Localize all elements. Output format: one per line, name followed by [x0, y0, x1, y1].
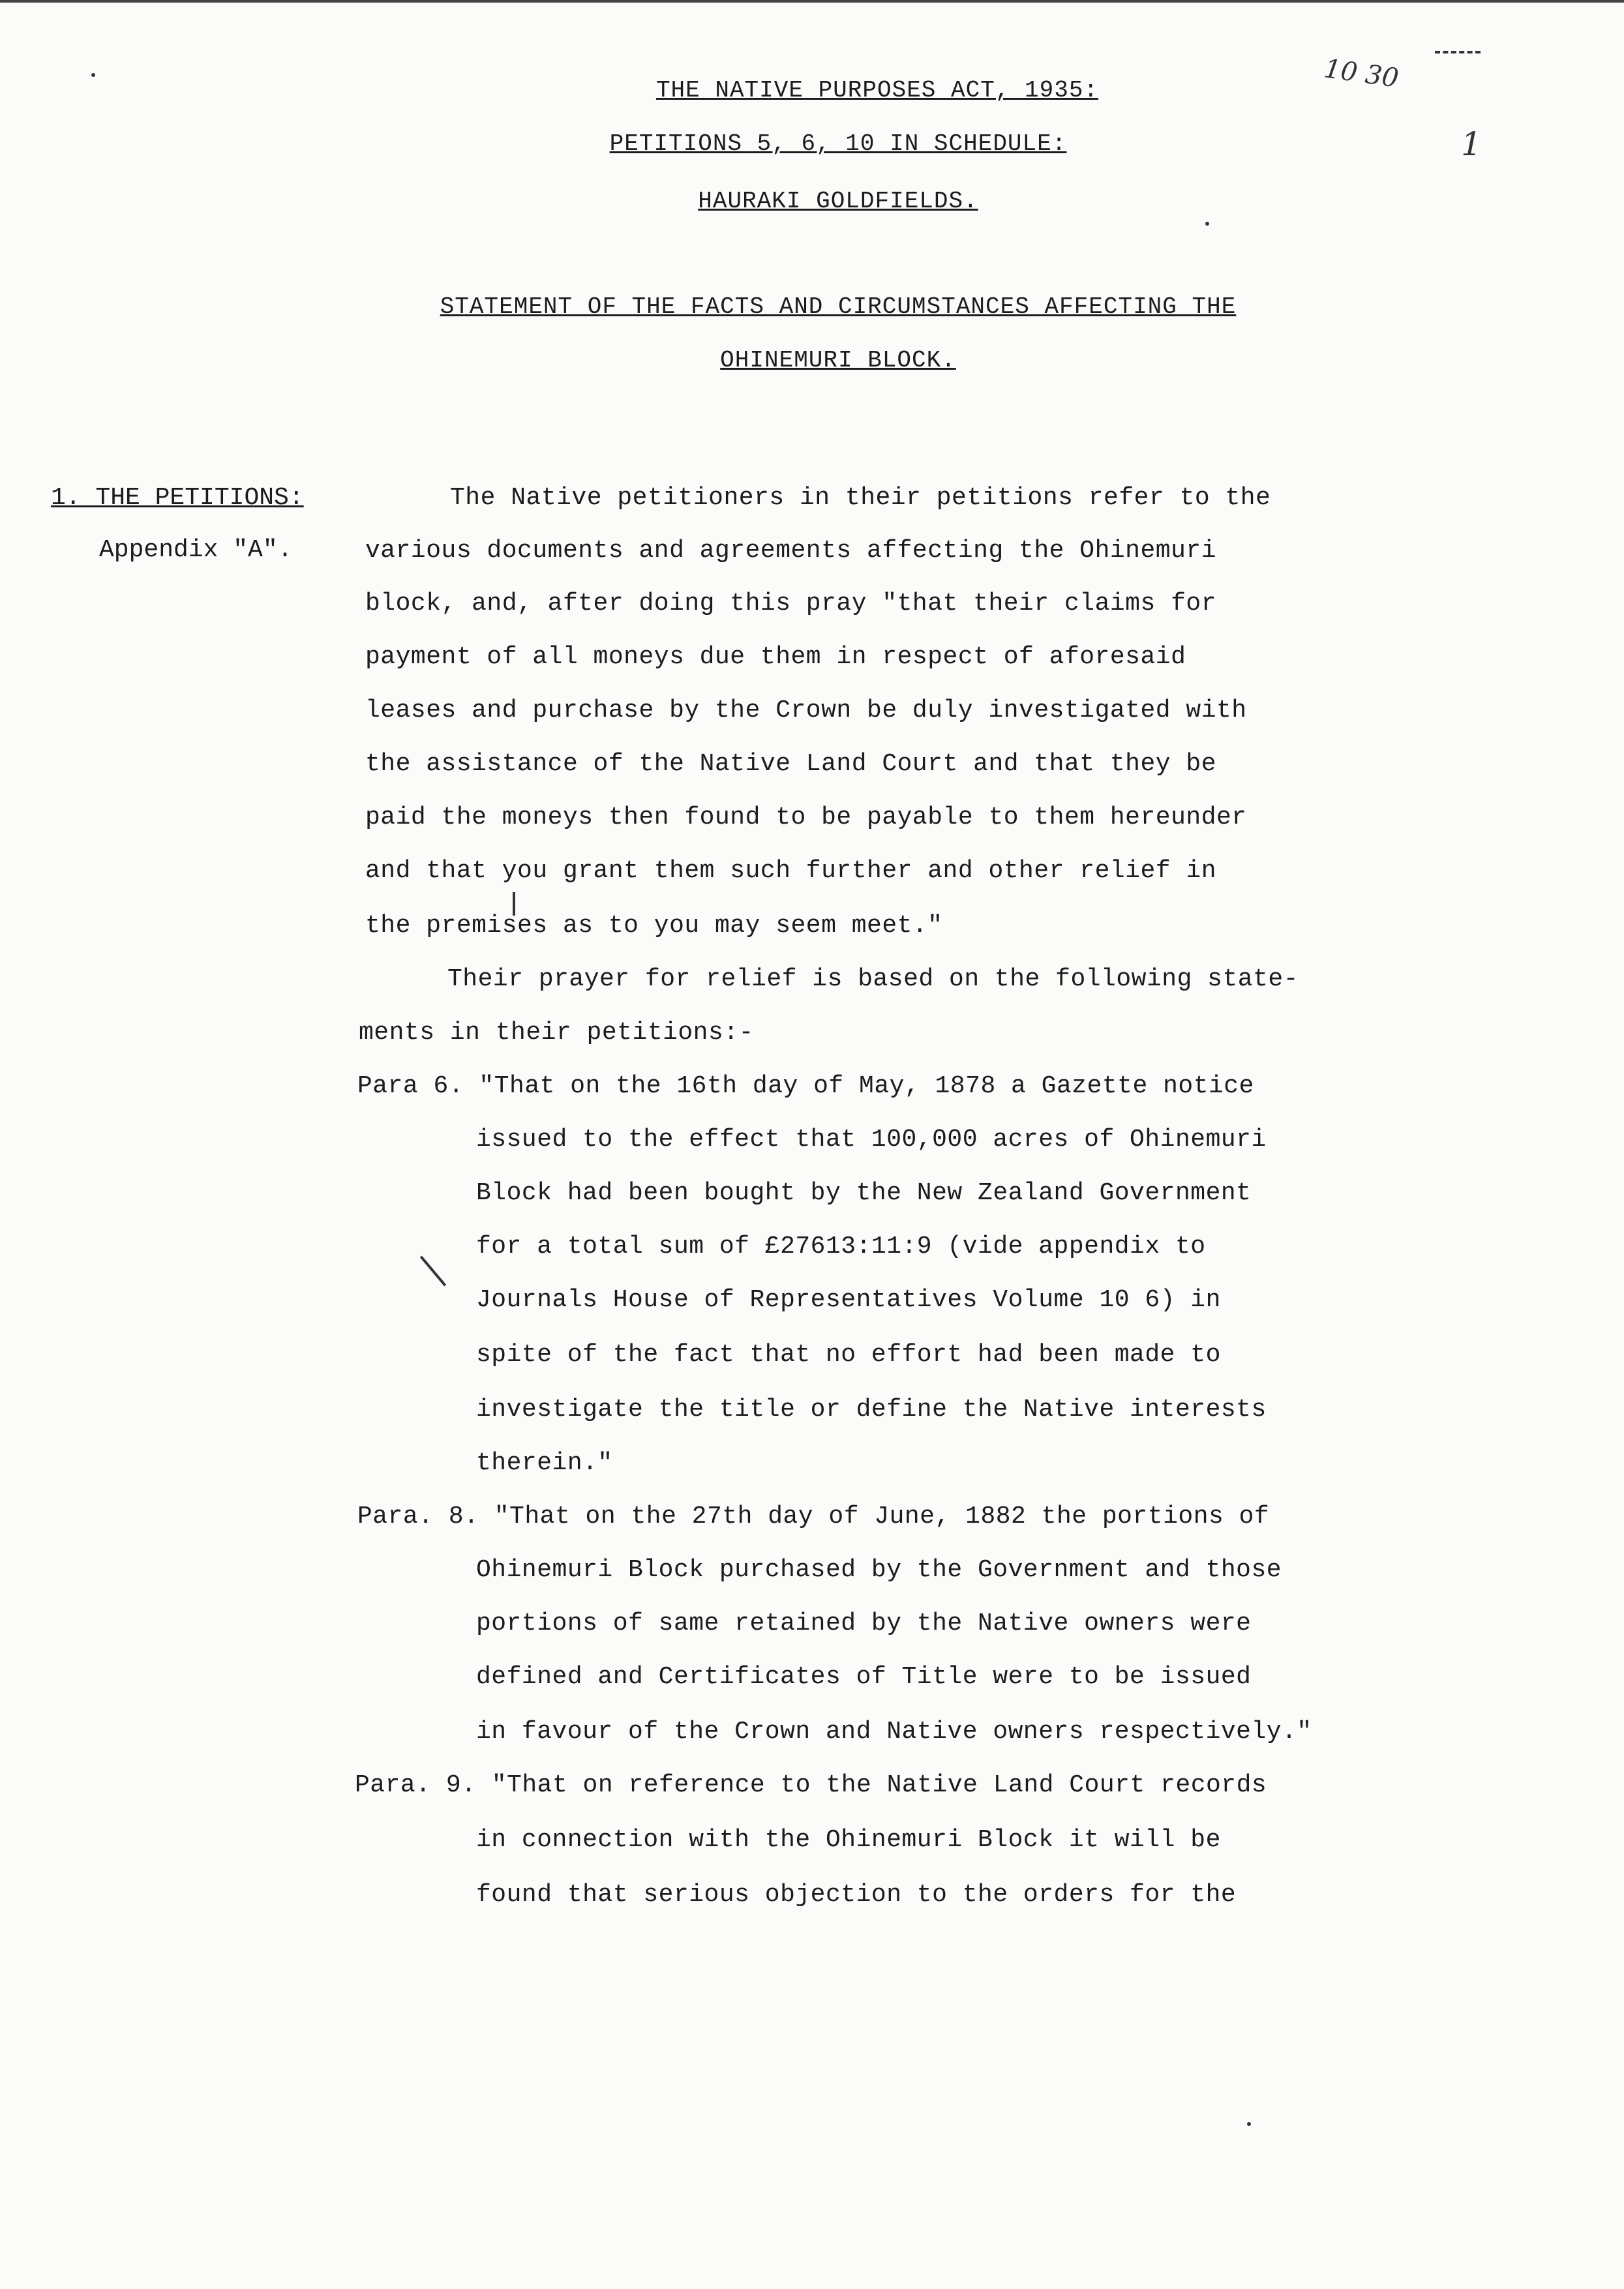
heading-statement: STATEMENT OF THE FACTS AND CIRCUMSTANCES AFFECTING THE: [440, 293, 1237, 320]
heading-petitions: PETITIONS 5, 6, 10 IN SCHEDULE:: [609, 130, 1067, 157]
body-line: paid the moneys then found to be payable to them hereunder: [365, 803, 1247, 831]
body-line: Para 6. "That on the 16th day of May, 1878 a Gazette notice: [357, 1072, 1254, 1100]
body-line: The Native petitioners in their petitions refer to the: [450, 484, 1271, 512]
heading-goldfields: HAURAKI GOLDFIELDS.: [698, 188, 978, 215]
handwritten-page-mark: 1: [1461, 125, 1482, 163]
body-line: in connection with the Ohinemuri Block it will be: [476, 1826, 1221, 1854]
body-line: leases and purchase by the Crown be duly investigated with: [365, 696, 1247, 725]
body-line: payment of all moneys due them in respect of aforesaid: [365, 643, 1186, 671]
body-line: Para. 9. "That on reference to the Native Land Court records: [355, 1771, 1267, 1799]
ink-speck: [91, 73, 95, 77]
body-line: Block had been bought by the New Zealand Government: [476, 1179, 1252, 1207]
body-line: Para. 8. "That on the 27th day of June, 1882 the portions of: [357, 1503, 1270, 1531]
body-line: ments in their petitions:-: [359, 1019, 754, 1047]
heading-block: OHINEMURI BLOCK.: [720, 347, 956, 374]
body-line: investigate the title or define the Native interests: [476, 1396, 1267, 1424]
body-line: Ohinemuri Block purchased by the Government and those: [476, 1556, 1282, 1584]
handwritten-annotation: 10 30: [1322, 53, 1401, 94]
body-line: Their prayer for relief is based on the following state-: [447, 965, 1299, 993]
margin-slash: [420, 1255, 446, 1286]
body-line: found that serious objection to the orders for the: [476, 1881, 1237, 1909]
body-line: for a total sum of £27613:11:9 (vide appendix to: [476, 1233, 1206, 1261]
body-line: Journals House of Representatives Volume 10 6) in: [476, 1286, 1221, 1314]
body-line: block, and, after doing this pray "that their claims for: [365, 590, 1217, 618]
heading-act: THE NATIVE PURPOSES ACT, 1935:: [655, 77, 1099, 104]
body-line: therein.": [476, 1449, 613, 1477]
ink-speck: [1247, 2122, 1251, 2126]
ink-speck: [1205, 222, 1209, 226]
section-label: 1. THE PETITIONS:: [51, 484, 304, 512]
body-line: defined and Certificates of Title were to be issued: [476, 1663, 1252, 1691]
body-line: the assistance of the Native Land Court and that they be: [365, 750, 1217, 778]
body-line: various documents and agreements affecting the Ohinemuri: [365, 537, 1217, 565]
body-line: portions of same retained by the Native owners were: [476, 1609, 1252, 1638]
body-line: in favour of the Crown and Native owners respectively.": [476, 1718, 1312, 1746]
body-line: spite of the fact that no effort had been made to: [476, 1341, 1221, 1369]
appendix-reference: Appendix "A".: [99, 536, 293, 564]
top-border: [0, 0, 1624, 3]
body-line: issued to the effect that 100,000 acres of Ohinemuri: [476, 1126, 1267, 1154]
body-line: the premises as to you may seem meet.": [365, 912, 943, 940]
body-line: and that you grant them such further and other relief in: [365, 857, 1217, 885]
handwritten-dash: [1435, 51, 1481, 56]
